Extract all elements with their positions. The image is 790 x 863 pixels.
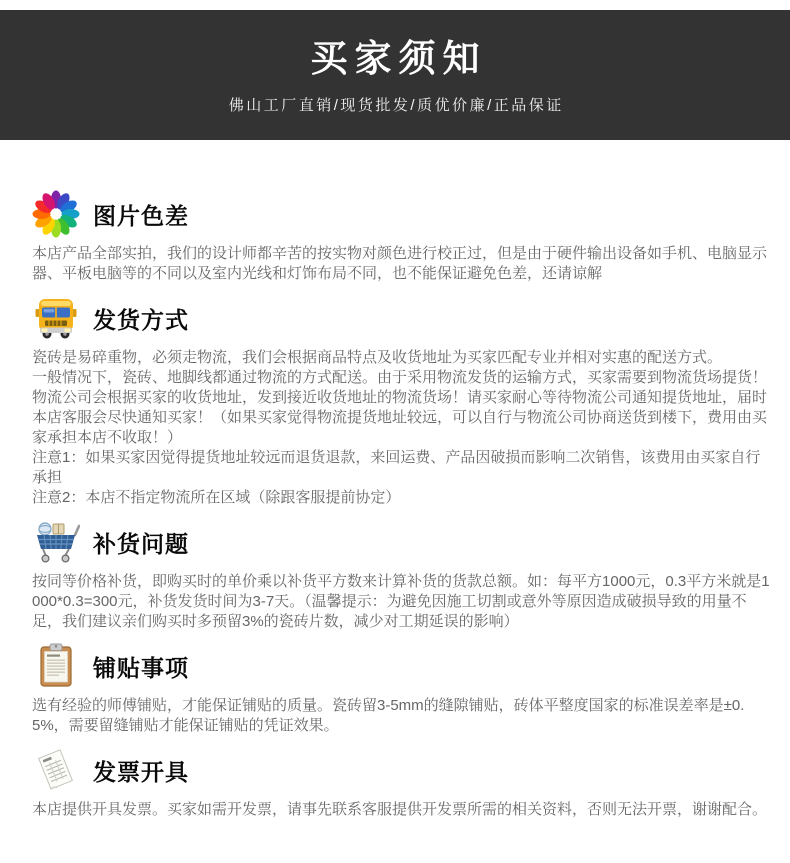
section-restock [32,518,772,632]
section-header [32,294,772,342]
section-header [32,518,772,566]
section-tiling-notes [32,642,772,736]
section-title: 图片色差 [93,198,189,231]
banner [0,10,790,140]
section-title: 铺贴事项 [93,650,189,683]
section-color-difference [32,190,772,284]
invoice-icon [32,746,80,794]
clipboard-icon [32,642,80,690]
page-subtitle: 佛山工厂直销/现货批发/质优价廉/正品保证 [3,94,790,115]
section-body: 选有经验的师傅铺贴，才能保证铺贴的质量。瓷砖留3-5mm的缝隙铺贴，砖体平整度国家的标准误差率是±0.5%，需要留缝铺贴才能保证铺贴的凭证效果。 [32,696,772,736]
rainbow-flower-icon [32,190,80,238]
section-body: 瓷砖是易碎重物，必须走物流，我们会根据商品特点及收货地址为买家匹配专业并相对实惠的配送方式。 一般情况下，瓷砖、地脚线都通过物流的方式配送。由于采用物流发货的运输方式，买家需要到物流货场提货！ 物流公司会根据买家的收货地址，发到接近收货地址的物流货场！请买家耐心等待物流公司通知提货地址，届时本店客服会尽快通知买家！（如果买家觉得物流提货地址较远，可以自行与物流公司协商送货到楼下，费用由买家承担本店不收取！） 注意1：如果买家因觉得提货地址较远而退货退款，来回运费、产品因破损而影响二次销售，该费用由买家自行承担 注意2：本店不指定物流所在区域（除跟客服提前协定） [32,348,772,508]
section-invoice [32,746,772,820]
section-title: 发票开具 [93,754,189,787]
section-title: 补货问题 [93,526,189,559]
section-body: 按同等价格补货，即购买时的单价乘以补货平方数来计算补货的货款总额。如：每平方1000元，0.3平方米就是1000*0.3=300元，补货发货时间为3-7天。（温馨提示：为避免因施工切割或意外等原因造成破损导致的用量不足，我们建议亲们购买时多预留3%的瓷砖片数，减少对工期延误的影响） [32,572,772,632]
section-header [32,190,772,238]
page-title: 买家须知 [7,40,790,77]
section-body: 本店提供开具发票。买家如需开发票，请事先联系客服提供开发票所需的相关资料，否则无法开票，谢谢配合。 [32,800,772,820]
section-title: 发货方式 [93,302,189,335]
section-shipping-method [32,294,772,508]
notice-content [0,140,790,820]
section-header [32,746,772,794]
delivery-truck-icon [32,294,80,342]
section-body: 本店产品全部实拍，我们的设计师都辛苦的按实物对颜色进行校正过，但是由于硬件输出设备如手机、电脑显示器、平板电脑等的不同以及室内光线和灯饰布局不同，也不能保证避免色差，还请谅解 [32,244,772,284]
section-header [32,642,772,690]
shopping-cart-icon [32,518,80,566]
buyer-notice-page [0,10,790,820]
